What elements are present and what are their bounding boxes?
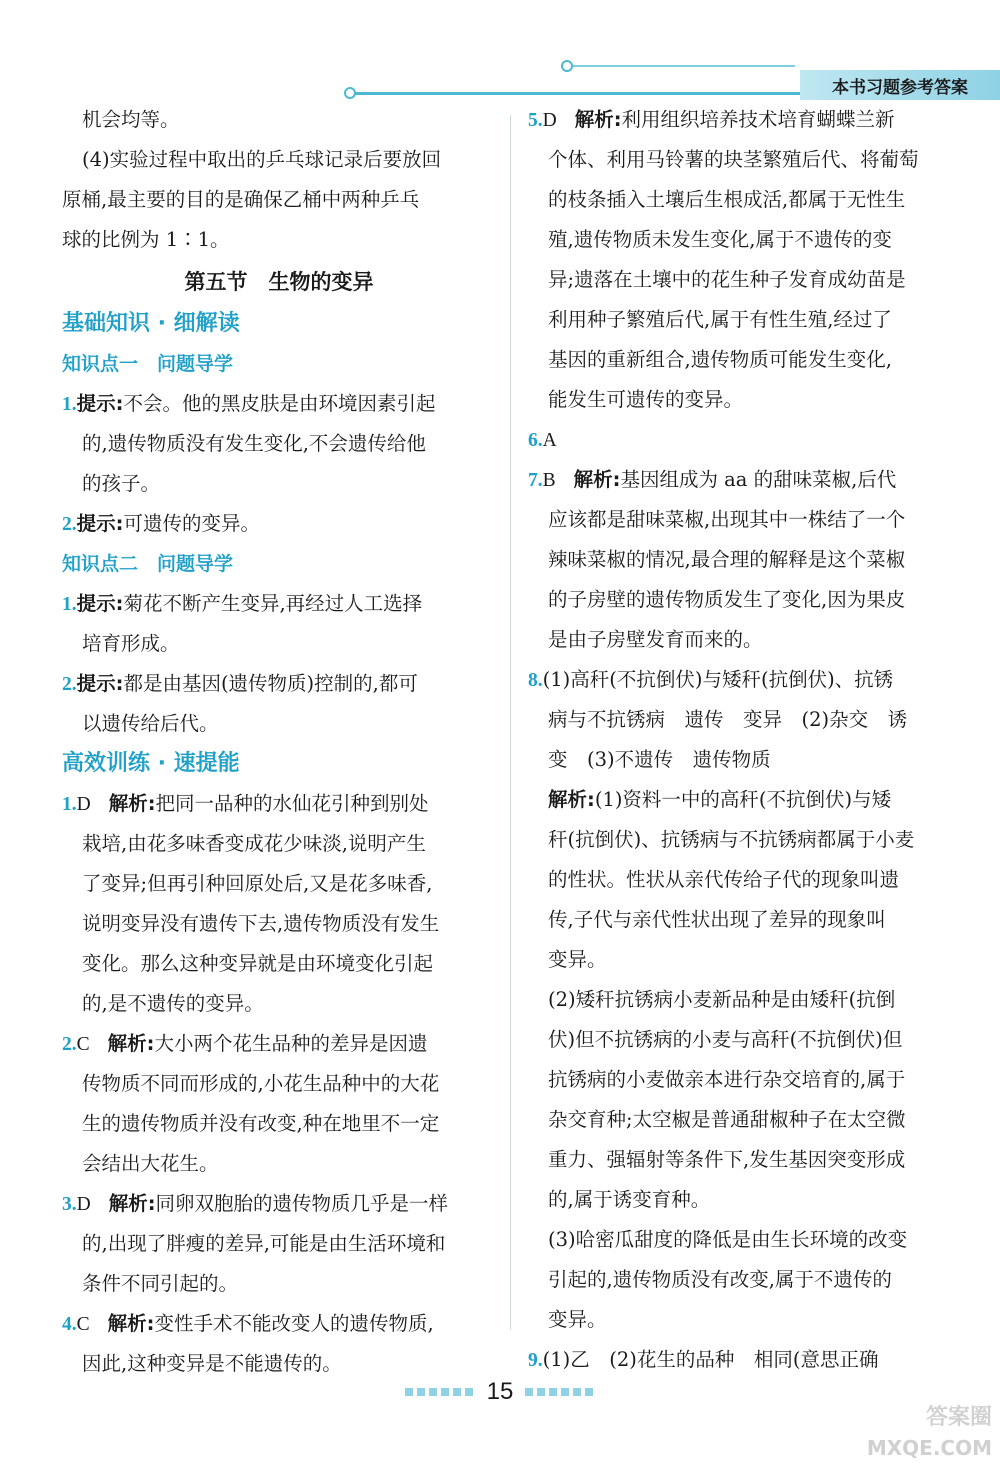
list-item xyxy=(62,784,496,1024)
item-answer: B xyxy=(542,470,556,491)
footer-ornament xyxy=(525,1388,595,1396)
text-line: 了变异;但再引种回原处后,又是花多味香, xyxy=(82,872,433,895)
text-line: (1)乙 (2)花生的品种 相同(意思正确 xyxy=(542,1348,879,1371)
watermark xyxy=(842,1363,992,1463)
item-number: 1. xyxy=(62,394,77,415)
right-column xyxy=(528,100,954,1380)
text-line: 变 (3)不遗传 遗传物质 xyxy=(548,748,771,771)
knowledge-point-2-title: 知识点二 问题导学 xyxy=(62,553,234,575)
text-line: 球的比例为 1∶1。 xyxy=(62,228,230,251)
text-line: 同卵双胞胎的遗传物质几乎是一样 xyxy=(155,1192,449,1215)
text-line: (1)资料一中的高秆(不抗倒伏)与矮 xyxy=(594,788,892,811)
item-label: 解析: xyxy=(107,1312,155,1335)
item-answer: C xyxy=(76,1034,90,1055)
list-item xyxy=(62,664,496,744)
text-line: 能发生可遗传的变异。 xyxy=(548,388,744,411)
text-line: 辣味菜椒的情况,最合理的解释是这个菜椒 xyxy=(548,548,906,571)
item-number: 1. xyxy=(62,794,77,815)
list-item xyxy=(528,420,954,460)
text-line: 杂交育种;太空椒是普通甜椒种子在太空微 xyxy=(548,1108,906,1131)
text-line: (2)矮秆抗锈病小麦新品种是由矮秆(抗倒 xyxy=(548,988,896,1011)
text-line: 病与不抗锈病 遗传 变异 (2)杂交 诱 xyxy=(548,708,908,731)
item-label: 提示: xyxy=(76,392,124,415)
item-answer: A xyxy=(542,430,557,451)
watermark-line: 答案圈 xyxy=(925,1405,992,1430)
text-line: 的,属于诱变育种。 xyxy=(548,1188,711,1211)
item-number: 2. xyxy=(62,1034,77,1055)
text-line: 秆(抗倒伏)、抗锈病与不抗锈病都属于小麦 xyxy=(548,828,915,851)
text-line: 变异。 xyxy=(548,1308,607,1331)
text-line: 利用种子繁殖后代,属于有性生殖,经过了 xyxy=(548,308,892,331)
text-line: 机会均等。 xyxy=(82,108,180,131)
text-line: 利用组织培养技术培育蝴蝶兰新 xyxy=(621,108,895,131)
list-item xyxy=(528,660,954,1340)
item-label: 提示: xyxy=(76,672,124,695)
text-line: 的,是不遗传的变异。 xyxy=(82,992,264,1015)
list-item xyxy=(528,460,954,660)
text-line: (1)高秆(不抗倒伏)与矮秆(抗倒伏)、抗锈 xyxy=(542,668,894,691)
text-line: 抗锈病的小麦做亲本进行杂交培育的,属于 xyxy=(548,1068,906,1091)
item-number: 5. xyxy=(528,110,543,131)
text-line: 引起的,遗传物质没有改变,属于不遗传的 xyxy=(548,1268,892,1291)
text-line: 可遗传的变异。 xyxy=(123,512,260,535)
list-item xyxy=(62,1024,496,1184)
text-line: 变化。那么这种变异就是由环境变化引起 xyxy=(82,952,434,975)
page-number: 15 xyxy=(486,1378,514,1405)
text-line: 是由子房壁发育而来的。 xyxy=(548,628,763,651)
text-line: 栽培,由花多味香变成花少味淡,说明产生 xyxy=(82,832,426,855)
item-label: 解析: xyxy=(574,108,622,131)
text-line: 条件不同引起的。 xyxy=(82,1272,239,1295)
list-item xyxy=(62,584,496,664)
watermark-line: MXQE.COM xyxy=(866,1436,992,1460)
text-line: 生的遗传物质并没有改变,种在地里不一定 xyxy=(82,1112,440,1135)
item-number: 4. xyxy=(62,1314,77,1335)
text-line: 基因组成为 aa 的甜味菜椒,后代 xyxy=(620,468,897,491)
item-label: 解析: xyxy=(108,1192,156,1215)
text-line: 的性状。性状从亲代传给子代的现象叫遗 xyxy=(548,868,900,891)
item-number: 2. xyxy=(62,674,77,695)
text-line: (3)哈密瓜甜度的降低是由生长环境的改变 xyxy=(548,1228,908,1251)
knowledge-point-1-title: 知识点一 问题导学 xyxy=(62,353,234,375)
list-item xyxy=(62,504,496,544)
item-number: 9. xyxy=(528,1350,543,1371)
text-line: 传物质不同而形成的,小花生品种中的大花 xyxy=(82,1072,440,1095)
header-rule-dot xyxy=(344,87,356,99)
header-rule-upper xyxy=(565,65,795,67)
left-column xyxy=(62,100,496,1384)
text-line: 不会。他的黑皮肤是由环境因素引起 xyxy=(123,392,436,415)
item-answer: C xyxy=(76,1314,90,1335)
list-item xyxy=(528,100,954,420)
item-label: 解析: xyxy=(548,788,595,811)
item-number: 6. xyxy=(528,430,543,451)
item-number: 2. xyxy=(62,514,77,535)
block-title-basic: 基础知识 · 细解读 xyxy=(62,311,240,336)
item-number: 1. xyxy=(62,594,77,615)
text-line: 以遗传给后代。 xyxy=(82,712,219,735)
text-line: 传,子代与亲代性状出现了差异的现象叫 xyxy=(548,908,886,931)
text-line: 的,遗传物质没有发生变化,不会遗传给他 xyxy=(82,432,426,455)
text-line: 菊花不断产生变异,再经过人工选择 xyxy=(123,592,423,615)
text-line: 培育形成。 xyxy=(82,632,180,655)
text-line: 基因的重新组合,遗传物质可能发生变化, xyxy=(548,348,892,371)
item-answer: D xyxy=(542,110,557,131)
list-item xyxy=(62,384,496,504)
column-divider xyxy=(510,115,511,1330)
section-title: 第五节 生物的变异 xyxy=(184,270,374,294)
text-line: 伏)但不抗锈病的小麦与高秆(不抗倒伏)但 xyxy=(548,1028,903,1051)
item-label: 解析: xyxy=(108,792,156,815)
text-line: 重力、强辐射等条件下,发生基因突变形成 xyxy=(548,1148,906,1171)
item-answer: D xyxy=(76,1194,91,1215)
list-item xyxy=(62,1184,496,1304)
text-line: 异;遗落在土壤中的花生种子发育成幼苗是 xyxy=(548,268,906,291)
item-number: 7. xyxy=(528,470,543,491)
text-line: 的子房壁的遗传物质发生了变化,因为果皮 xyxy=(548,588,906,611)
text-line: 殖,遗传物质未发生变化,属于不遗传的变 xyxy=(548,228,892,251)
header-rule-dot xyxy=(561,60,573,72)
text-line: 变性手术不能改变人的遗传物质, xyxy=(154,1312,434,1335)
item-number: 8. xyxy=(528,670,543,691)
text-line: 的枝条插入土壤后生根成活,都属于无性生 xyxy=(548,188,906,211)
text-line: 应该都是甜味菜椒,出现其中一株结了一个 xyxy=(548,508,906,531)
text-line: 变异。 xyxy=(548,948,607,971)
item-answer: D xyxy=(76,794,91,815)
text-line: 说明变异没有遗传下去,遗传物质没有发生 xyxy=(82,912,440,935)
header-tag: 本书习题参考答案 xyxy=(800,70,1000,100)
text-line: 的孩子。 xyxy=(82,472,161,495)
text-line: 因此,这种变异是不能遗传的。 xyxy=(82,1352,342,1375)
item-number: 3. xyxy=(62,1194,77,1215)
text-line: 个体、利用马铃薯的块茎繁殖后代、将葡萄 xyxy=(548,148,919,171)
text-line: 把同一品种的水仙花引种到别处 xyxy=(155,792,429,815)
block-title-training: 高效训练 · 速提能 xyxy=(62,751,240,776)
text-line: 都是由基因(遗传物质)控制的,都可 xyxy=(123,672,418,695)
text-line: 原桶,最主要的目的是确保乙桶中两种乒乓 xyxy=(62,188,420,211)
text-line: 会结出大花生。 xyxy=(82,1152,219,1175)
text-line: (4)实验过程中取出的乒乓球记录后要放回 xyxy=(82,148,442,171)
text-line: 大小两个花生品种的差异是因遗 xyxy=(154,1032,428,1055)
text-line: 的,出现了胖瘦的差异,可能是由生活环境和 xyxy=(82,1232,446,1255)
item-label: 提示: xyxy=(76,512,124,535)
item-label: 解析: xyxy=(573,468,621,491)
item-label: 解析: xyxy=(107,1032,155,1055)
footer-ornament xyxy=(405,1388,475,1396)
item-label: 提示: xyxy=(76,592,124,615)
